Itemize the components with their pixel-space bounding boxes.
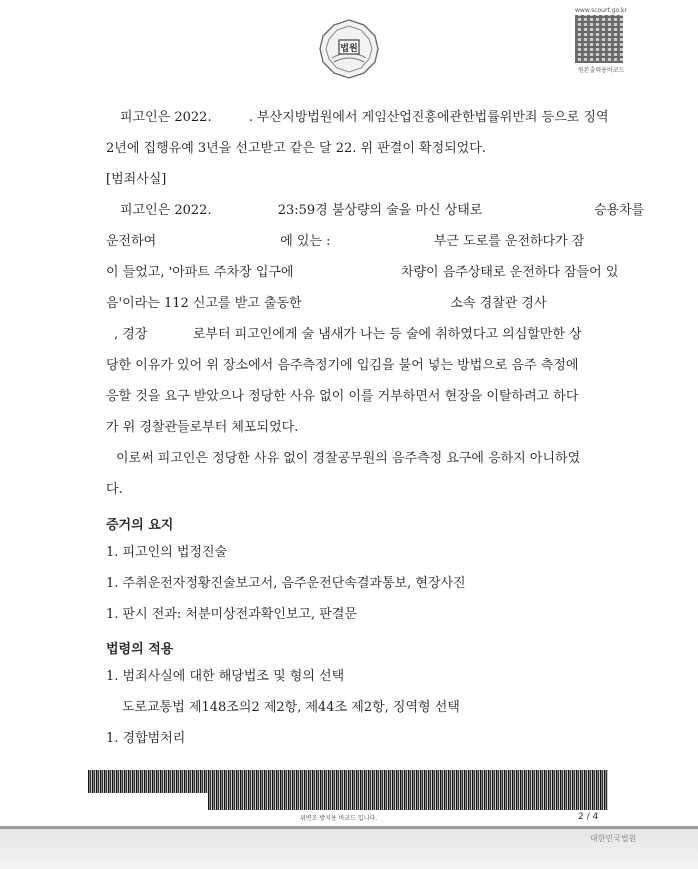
- text-line-4: 피고인은 2022. 23:59경 불상량의 술을 마신 상태로 승용차를: [120, 203, 645, 218]
- evidence-heading: 증거의 요지: [106, 518, 174, 533]
- qr-code: [575, 15, 623, 63]
- evidence-item-3: 1. 판시 전과: 처분미상전과확인보고, 판결문: [106, 607, 357, 622]
- law-item-2: 도로교통법 제148조의2 제2항, 제44조 제2항, 징역형 선택: [122, 700, 460, 715]
- text-line-8: , 경장 로부터 피고인에게 술 냄새가 나는 등 술에 취하였다고 의심할만한 상: [114, 327, 582, 342]
- barcode-blank-area: [88, 793, 208, 810]
- law-heading: 법령의 적용: [106, 642, 174, 657]
- text-line-2: 2년에 집행유예 3년을 선고받고 같은 달 22. 위 판결이 확정되었다.: [106, 141, 486, 156]
- page-number: 2 / 4: [578, 812, 599, 822]
- text-line-7: 음'이라는 112 신고를 받고 출동한 소속 경찰관 경사: [106, 296, 547, 311]
- qr-caption: 원본출력용바코드: [578, 67, 625, 74]
- text-line-10: 응할 것을 요구 받았으나 정당한 사유 없이 이를 거부하면서 현장을 이탈하려고 하다: [106, 389, 579, 404]
- text-line-5: 운전하여 에 있는 : 부근 도로를 운전하다가 잠: [106, 234, 585, 249]
- text-line-12: 이로써 피고인은 정당한 사유 없이 경찰공무원의 음주측정 요구에 응하지 아니하였: [116, 451, 581, 466]
- seal-text: 법원: [340, 44, 358, 54]
- text-line-1: 피고인은 2022. . 부산지방법원에서 게임산업진흥에관한법률위반죄 등으로 징역: [120, 110, 609, 125]
- law-item-3: 1. 경합범처리: [106, 731, 186, 746]
- text-line-9: 당한 이유가 있어 위 장소에서 음주측정기에 입김을 불어 넣는 방법으로 음주 측정에: [106, 358, 579, 373]
- section-title-crime-facts: [범죄사실]: [106, 172, 167, 187]
- evidence-item-2: 1. 주취운전자정황진술보고서, 음주운전단속결과통보, 현장사진: [106, 576, 466, 591]
- text-line-11: 가 위 경찰관들로부터 체포되었다.: [106, 420, 299, 435]
- footer-court-name: 대한민국법원: [590, 834, 637, 843]
- law-item-1: 1. 범죄사실에 대한 해당법조 및 형의 선택: [106, 669, 345, 684]
- barcode-note: 위변조 방지용 바코드 입니다.: [300, 815, 378, 822]
- evidence-item-1: 1. 피고인의 법정진술: [106, 545, 228, 560]
- site-url: www.scourt.go.kr: [575, 7, 627, 14]
- text-line-6: 이 들었고, '아파트 주차장 입구에 차량이 음주상태로 운전하다 잠들어 있: [106, 265, 619, 280]
- text-line-13: 다.: [106, 482, 123, 497]
- court-seal-logo: [318, 18, 380, 80]
